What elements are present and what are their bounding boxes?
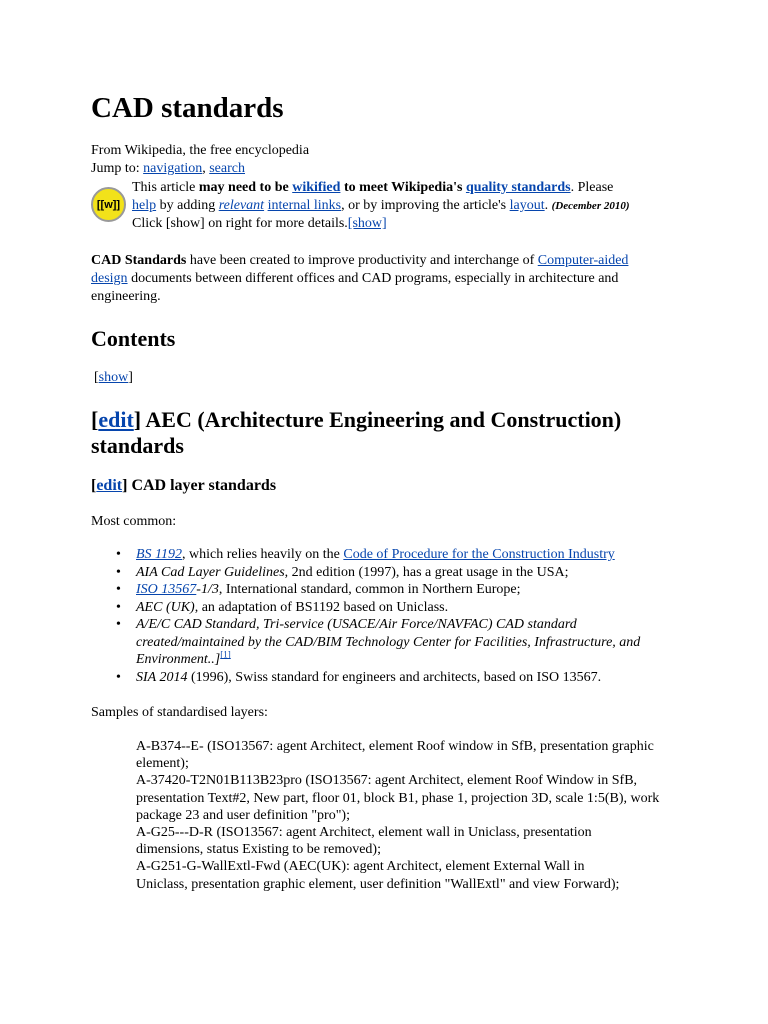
intro-line-2: design documents between different offices and CAD programs, especially in architecture and [91,271,619,286]
sample-layer: A-B374--E- (ISO13567: agent Architect, element Roof window in SfB, presentation graphic element); [136,739,654,772]
computer-aided-design-link[interactable]: Computer-aided [537,253,629,268]
citation-link[interactable]: [1] [220,649,231,660]
most-common-label: Most common: [91,514,177,529]
notice-line-2: help by adding relevant internal links, or by improving the article's layout. (December 2010) [132,198,630,213]
list-item: • ISO 13567-1/3, International standard, common in Northern Europe; [116,581,676,599]
notice-line-3: Click [show] on right for more details.[show] [132,216,387,231]
list-item: • AEC (UK), an adaptation of BS1192 based on Uniclass. [116,599,676,617]
samples-heading: Samples of standardised layers: [91,705,268,720]
intro-line-3: engineering. [91,289,161,304]
edit-link-aec[interactable]: edit [98,407,134,432]
navigation-link[interactable]: navigation [143,161,203,176]
layout-link[interactable]: layout [509,198,545,213]
tagline: From Wikipedia, the free encyclopedia [91,143,310,158]
list-item: • A/E/C CAD Standard, Tri-service (USACE/Air Force/NAVFAC) CAD standard created/maintained by the CAD/BIM Technology Center for Facilities, Infrastructure, and Environment..][1] [116,616,656,669]
wikified-link[interactable]: wikified [292,180,341,195]
wikify-icon: [[w]] [91,187,126,222]
notice-date: (December 2010) [551,200,630,212]
notice-show-link[interactable]: [show] [347,216,387,231]
sample-layer: A-37420-T2N01B113B23pro (ISO13567: agent Architect, element Roof Window in SfB, presentation Text#2, New part, floor 01, block B1, phase 1, projection 3D, scale 1:5(B), work package 23 and user definition "pro"); [136,773,660,823]
intro-line-1: CAD Standards have been created to improve productivity and interchange of Computer-aided [91,253,629,268]
page-title: CAD standards [91,92,284,124]
standards-list [116,546,676,686]
section-heading-aec-line-2: standards [91,433,184,458]
quality-standards-link[interactable]: quality standards [465,180,571,195]
code-of-procedure-link[interactable]: Code of Procedure for the Construction Industry [343,547,615,562]
section-heading-cad-layer: [edit] CAD layer standards [91,477,277,494]
search-link[interactable]: search [209,161,245,176]
list-item: • SIA 2014 (1996), Swiss standard for engineers and architects, based on ISO 13567. [116,669,676,687]
samples-block [136,738,696,893]
notice-line-1: This article may need to be wikified to meet Wikipedia's quality standards. Please [132,180,614,195]
sample-layer: A-G25---D-R (ISO13567: agent Architect, element wall in Uniclass, presentation dimensions, status Existing to be removed); [136,825,592,858]
bs1192-link[interactable]: BS 1192 [136,547,183,562]
relevant-link[interactable]: relevant [218,198,265,213]
contents-heading: Contents [91,326,176,351]
section-heading-aec: [edit] AEC (Architecture Engineering and Construction) [91,407,622,432]
contents-show-link[interactable]: show [98,370,129,385]
sample-layer: A-G251-G-WallExtl-Fwd (AEC(UK): agent Architect, element External Wall in Uniclass, presentation graphic element, user definition "WallExtl" and view Forward); [136,859,620,892]
edit-link-cad-layer[interactable]: edit [96,477,123,494]
jump-links: Jump to: navigation, search [91,161,245,176]
internal-links-link[interactable]: internal links [267,198,342,213]
computer-aided-design-link-2[interactable]: design [91,271,128,286]
help-link[interactable]: help [132,198,157,213]
iso13567-link[interactable]: ISO 13567 [136,582,197,597]
contents-toggle: [show] [94,370,133,385]
list-item: • AIA Cad Layer Guidelines, 2nd edition (1997), has a great usage in the USA; [116,564,676,582]
list-item: • BS 1192, which relies heavily on the Code of Procedure for the Construction Industry [116,546,676,564]
